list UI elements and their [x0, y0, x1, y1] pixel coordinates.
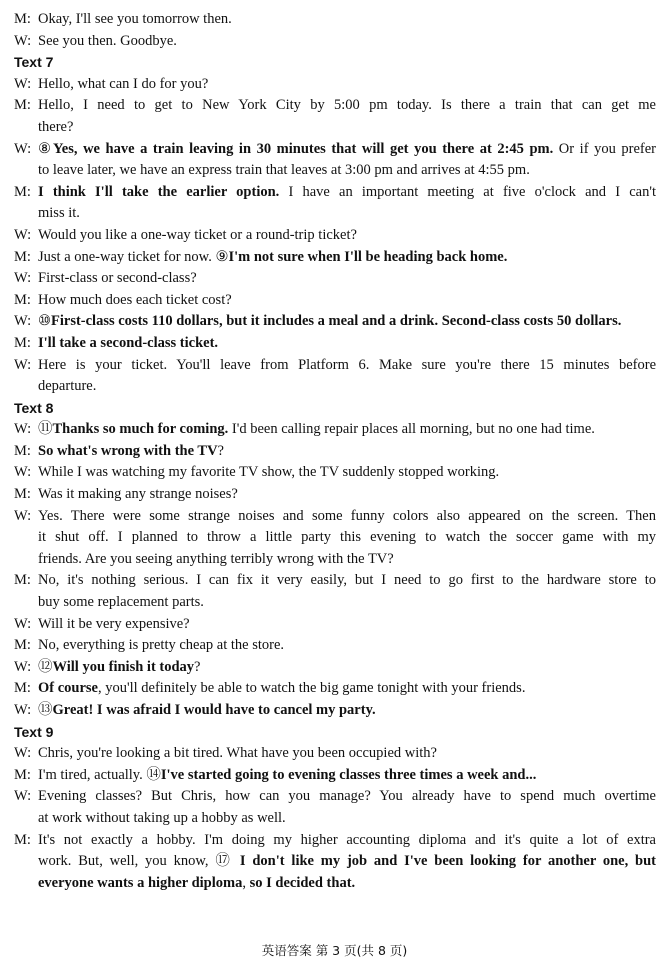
dialogue-text: ⑫	[38, 658, 53, 675]
answer-text: I don't like my job and I've been looking for another one, but	[239, 853, 656, 870]
dialogue-line	[14, 830, 656, 852]
dialogue-line	[14, 160, 656, 182]
dialogue-line	[14, 765, 656, 787]
section-heading	[14, 722, 656, 744]
speaker-label: M:	[14, 831, 31, 848]
dialogue-line	[14, 506, 656, 528]
answer-text: I'll take a second-class ticket.	[38, 334, 219, 351]
speaker-label: W:	[14, 658, 32, 675]
dialogue-text: I have an important meeting at five o'clock and I can't	[279, 183, 656, 200]
dialogue-text: Okay, I'll see you tomorrow then.	[38, 11, 232, 27]
dialogue-text: buy some replacement parts.	[38, 594, 204, 611]
speaker-label: M:	[14, 637, 31, 654]
speaker-label: W:	[14, 421, 32, 438]
page-footer: 英语答案 第 3 页(共 8 页)	[261, 943, 408, 958]
dialogue-text: Yes. There were some strange noises and some funny colors also appeared on the screen. Then	[38, 507, 656, 524]
dialogue-line	[14, 355, 656, 377]
speaker-label: M:	[14, 183, 31, 200]
dialogue-text: Or if you prefer	[553, 140, 657, 157]
speaker-label: M:	[14, 97, 31, 114]
dialogue-text: No, it's nothing serious. I can fix it very easily, but I need to go first to the hardware store to	[38, 572, 656, 589]
dialogue-line	[14, 333, 656, 355]
speaker-label: W:	[14, 75, 32, 92]
dialogue-text: Text 8	[14, 399, 54, 416]
dialogue-text: departure.	[38, 378, 97, 395]
speaker-label: W:	[14, 270, 32, 287]
dialogue-text: work. But, well, you know, ⑰	[38, 853, 240, 870]
speaker-label: W:	[14, 615, 32, 632]
dialogue-line	[14, 657, 656, 679]
dialogue-line	[14, 182, 656, 204]
dialogue-text: Evening classes? But Chris, how can you manage? You already have to spend much overtime	[38, 788, 656, 805]
speaker-label: W:	[14, 507, 32, 524]
dialogue-text: Was it making any strange noises?	[38, 486, 238, 503]
dialogue-text: ?	[194, 658, 201, 675]
speaker-label: M:	[14, 572, 31, 589]
dialogue-line	[14, 74, 656, 96]
dialogue-line	[14, 441, 656, 463]
dialogue-text: Just a one-way ticket for now. ⑨	[38, 248, 229, 265]
dialogue-line	[14, 225, 656, 247]
speaker-label: W:	[14, 140, 32, 157]
answer-text: Of course	[38, 680, 98, 697]
dialogue-line	[14, 484, 656, 506]
dialogue-text: ⑬	[38, 702, 53, 718]
dialogue-line	[14, 851, 656, 873]
dialogue-text: Here is your ticket. You'll leave from Platform 6. Make sure you're there 15 minutes before	[38, 356, 656, 373]
dialogue-text: there?	[38, 118, 74, 135]
dialogue-text: it shut off. I planned to throw a little party this evening to watch the soccer game with my	[38, 529, 656, 546]
speaker-label: M:	[14, 486, 31, 503]
section-heading	[14, 52, 656, 74]
dialogue-line	[14, 139, 656, 161]
dialogue-text: ⑩	[38, 313, 51, 330]
dialogue-text: No, everything is pretty cheap at the store.	[38, 637, 285, 654]
dialogue-line	[14, 570, 656, 592]
answer-document	[14, 9, 656, 894]
answer-text: so I decided that.	[249, 874, 356, 891]
dialogue-text: Text 9	[14, 723, 54, 740]
dialogue-text: Text 7	[14, 54, 54, 71]
dialogue-line	[14, 203, 656, 225]
answer-text: everyone wants a higher diploma	[38, 874, 243, 891]
speaker-label: W:	[14, 702, 32, 718]
dialogue-text: It's not exactly a hobby. I'm doing my higher accounting diploma and it's quite a lot of extra	[38, 831, 656, 848]
dialogue-text: , you'll definitely be able to watch the big game tonight with your friends.	[98, 680, 526, 697]
dialogue-line	[14, 592, 656, 614]
answer-text: I've started going to evening classes three times a week and...	[160, 766, 537, 783]
dialogue-text: I'm tired, actually. ⑭	[38, 766, 161, 783]
speaker-label: W:	[14, 356, 32, 373]
speaker-label: W:	[14, 788, 32, 805]
dialogue-text: How much does each ticket cost?	[38, 291, 232, 308]
answer-text: Yes, we have a train leaving in 30 minutes that will get you there at 2:45 pm.	[52, 140, 554, 157]
dialogue-text: While I was watching my favorite TV show, the TV suddenly stopped working.	[38, 464, 500, 481]
dialogue-line	[14, 549, 656, 571]
dialogue-line	[14, 95, 656, 117]
dialogue-line	[14, 419, 656, 441]
answer-text: Thanks so much for coming.	[52, 421, 229, 438]
dialogue-line	[14, 786, 656, 808]
dialogue-text: at work without taking up a hobby as well.	[38, 809, 286, 826]
section-heading	[14, 398, 656, 420]
dialogue-text: ,	[242, 874, 250, 891]
dialogue-text: ⑪	[38, 421, 53, 438]
answer-text: So what's wrong with the TV	[38, 442, 218, 459]
speaker-label: W:	[14, 464, 32, 481]
dialogue-line	[14, 635, 656, 657]
dialogue-line	[14, 376, 656, 398]
dialogue-line	[14, 247, 656, 269]
dialogue-line	[14, 808, 656, 830]
answer-text: Great! I was afraid I would have to cancel my party.	[52, 702, 376, 718]
dialogue-text: Hello, what can I do for you?	[38, 75, 209, 92]
dialogue-text: ?	[217, 442, 224, 459]
dialogue-text: ⑧	[38, 140, 53, 157]
dialogue-line	[14, 290, 656, 312]
dialogue-line	[14, 614, 656, 636]
answer-text: I'm not sure when I'll be heading back home.	[228, 248, 508, 265]
speaker-label: W:	[14, 745, 32, 762]
dialogue-line	[14, 678, 656, 700]
answer-text: I think I'll take the earlier option.	[38, 183, 280, 200]
dialogue-line	[14, 700, 656, 722]
dialogue-line	[14, 31, 656, 53]
speaker-label: M:	[14, 442, 31, 459]
dialogue-line	[14, 9, 656, 31]
dialogue-text: See you then. Goodbye.	[38, 32, 177, 49]
dialogue-text: First-class or second-class?	[38, 270, 197, 287]
speaker-label: M:	[14, 680, 31, 697]
speaker-label: M:	[14, 248, 31, 265]
dialogue-line	[14, 311, 656, 333]
dialogue-text: to leave later, we have an express train that leaves at 3:00 pm and arrives at 4:55 pm.	[38, 162, 530, 179]
dialogue-line	[14, 117, 656, 139]
speaker-label: M:	[14, 291, 31, 308]
dialogue-text: miss it.	[38, 205, 80, 222]
dialogue-text: I'd been calling repair places all morning, but no one had time.	[228, 421, 595, 438]
speaker-label: W:	[14, 32, 32, 49]
answer-text: Will you finish it today	[52, 658, 195, 675]
answer-text: First-class costs 110 dollars, but it includes a meal and a drink. Second-class costs 50 dollars.	[51, 313, 622, 330]
dialogue-text: Would you like a one-way ticket or a round-trip ticket?	[38, 226, 357, 243]
dialogue-line	[14, 462, 656, 484]
dialogue-text: Hello, I need to get to New York City by 5:00 pm today. Is there a train that can get me	[38, 97, 656, 114]
dialogue-text: friends. Are you seeing anything terribly wrong with the TV?	[38, 550, 394, 567]
dialogue-line	[14, 873, 656, 895]
speaker-label: M:	[14, 334, 31, 351]
dialogue-line	[14, 268, 656, 290]
dialogue-line	[14, 743, 656, 765]
speaker-label: W:	[14, 313, 32, 330]
dialogue-line	[14, 527, 656, 549]
speaker-label: M:	[14, 11, 31, 27]
dialogue-text: Chris, you're looking a bit tired. What have you been occupied with?	[38, 745, 437, 762]
dialogue-text: Will it be very expensive?	[38, 615, 190, 632]
speaker-label: M:	[14, 766, 31, 783]
speaker-label: W:	[14, 226, 32, 243]
